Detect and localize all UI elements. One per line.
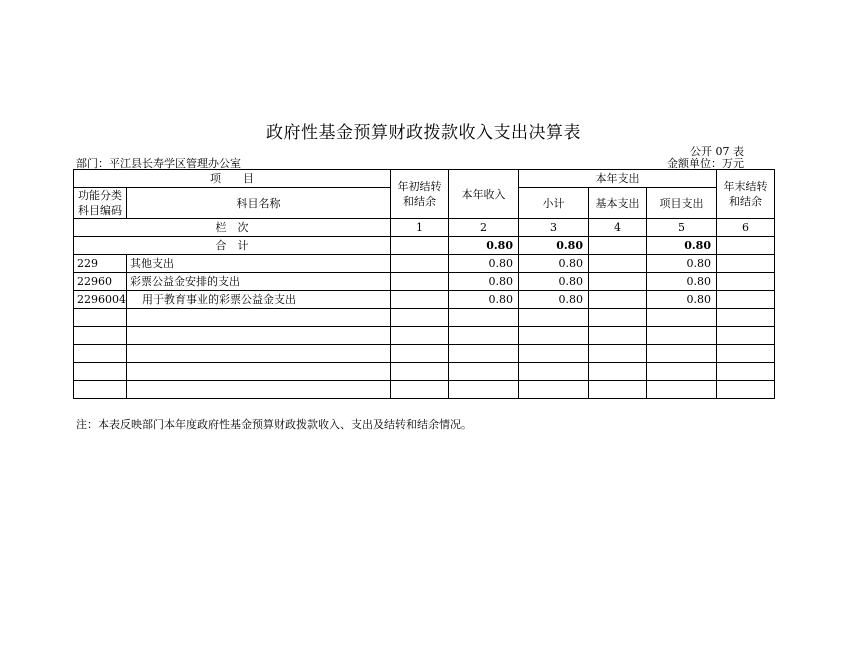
header-project-expense: 项目支出 [647, 188, 717, 219]
header-end-balance: 年末结转和结余 [717, 170, 775, 219]
empty-row [74, 345, 775, 363]
row-code: 229 [74, 255, 127, 273]
total-basic [589, 237, 647, 255]
row-basic [589, 273, 647, 291]
row-income: 0.80 [449, 273, 519, 291]
row-project: 0.80 [647, 273, 717, 291]
total-project: 0.80 [647, 237, 717, 255]
header-subtotal: 小计 [519, 188, 589, 219]
row-end [717, 255, 775, 273]
row-basic [589, 255, 647, 273]
total-row [74, 237, 775, 255]
empty-row [74, 327, 775, 345]
row-income: 0.80 [449, 255, 519, 273]
empty-row [74, 309, 775, 327]
row-name: 用于教育事业的彩票公益金支出 [127, 291, 391, 309]
row-name: 彩票公益金安排的支出 [127, 273, 391, 291]
header-row-1 [74, 170, 775, 188]
column-number: 4 [589, 219, 647, 237]
header-expense: 本年支出 [519, 170, 717, 188]
total-begin [391, 237, 449, 255]
column-number-row [74, 219, 775, 237]
row-code: 2296004 [74, 291, 127, 309]
column-number: 6 [717, 219, 775, 237]
header-income: 本年收入 [449, 170, 519, 219]
row-income: 0.80 [449, 291, 519, 309]
page-title: 政府性基金预算财政拨款收入支出决算表 [266, 123, 581, 143]
table-row [74, 255, 775, 273]
column-number: 2 [449, 219, 519, 237]
row-subtotal: 0.80 [519, 273, 589, 291]
unit-label: 金额单位：万元 [667, 157, 744, 170]
row-project: 0.80 [647, 291, 717, 309]
table-row [74, 273, 775, 291]
budget-table [73, 169, 775, 399]
header-begin-balance: 年初结转和结余 [391, 170, 449, 219]
form-code: 公开 07 表 [690, 145, 744, 158]
row-subtotal: 0.80 [519, 291, 589, 309]
header-basic-expense: 基本支出 [589, 188, 647, 219]
row-basic [589, 291, 647, 309]
empty-row [74, 381, 775, 399]
total-label: 合 计 [74, 237, 391, 255]
row-project: 0.80 [647, 255, 717, 273]
column-number: 5 [647, 219, 717, 237]
table-note: 注：本表反映部门本年度政府性基金预算财政拨款收入、支出及结转和结余情况。 [76, 418, 472, 431]
table-row [74, 291, 775, 309]
row-begin [391, 291, 449, 309]
row-name: 其他支出 [127, 255, 391, 273]
row-code: 22960 [74, 273, 127, 291]
header-item: 项 目 [74, 170, 391, 188]
total-income: 0.80 [449, 237, 519, 255]
department-label: 部门：平江县长寿学区管理办公室 [76, 157, 241, 170]
row-end [717, 273, 775, 291]
column-row-label: 栏 次 [74, 219, 391, 237]
row-end [717, 291, 775, 309]
header-func-code: 功能分类科目编码 [74, 188, 127, 219]
empty-row [74, 363, 775, 381]
row-subtotal: 0.80 [519, 255, 589, 273]
column-number: 1 [391, 219, 449, 237]
header-subject-name: 科目名称 [127, 188, 391, 219]
row-begin [391, 255, 449, 273]
row-begin [391, 273, 449, 291]
column-number: 3 [519, 219, 589, 237]
total-subtotal: 0.80 [519, 237, 589, 255]
total-end [717, 237, 775, 255]
